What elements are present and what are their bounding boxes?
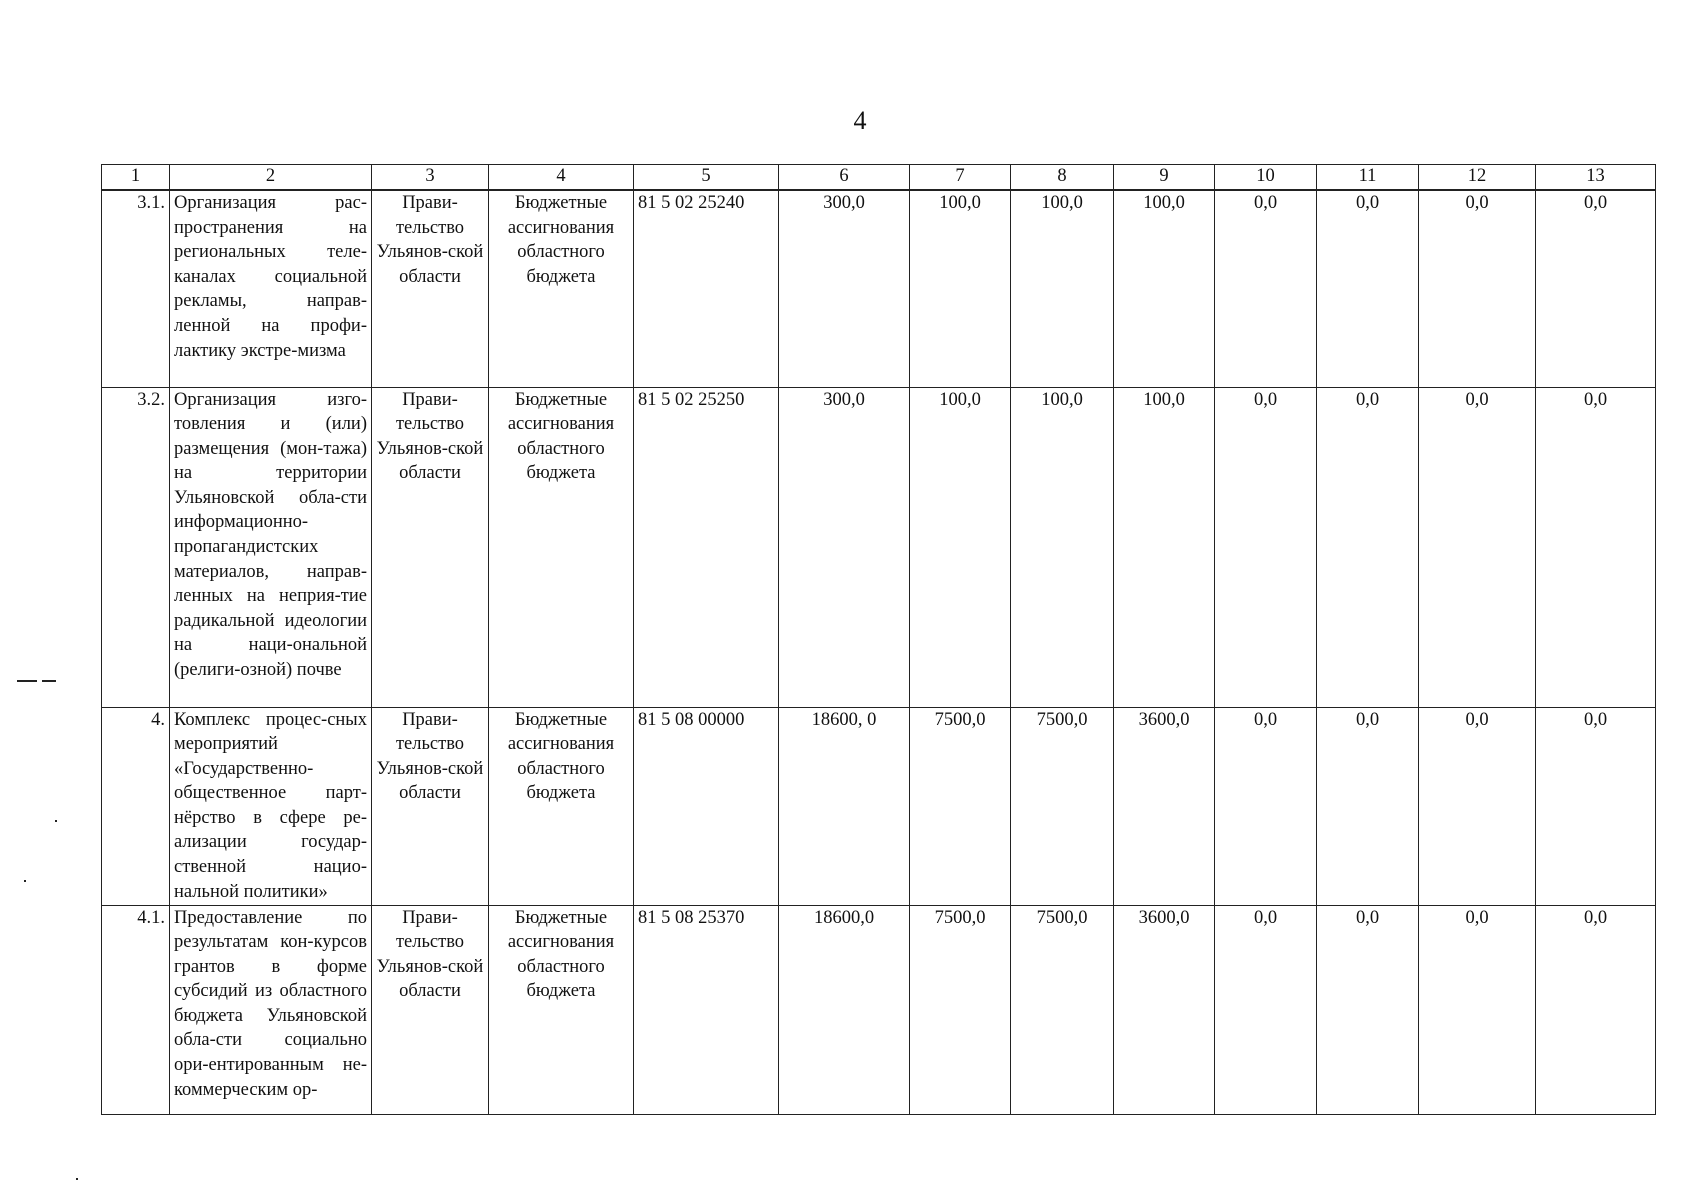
- value-cell: 0,0: [1317, 707, 1419, 905]
- value-cell: 0,0: [1536, 387, 1656, 707]
- value-cell: 7500,0: [1011, 707, 1114, 905]
- value-cell: 0,0: [1215, 190, 1317, 387]
- executor: Прави-тельство Ульянов-ской области: [372, 190, 489, 387]
- value-cell: 300,0: [779, 387, 910, 707]
- column-header: 7: [910, 165, 1011, 191]
- column-header: 3: [372, 165, 489, 191]
- value-cell: 0,0: [1215, 387, 1317, 707]
- scan-mark: [42, 680, 56, 682]
- row-number: 3.1.: [102, 190, 170, 387]
- value-cell: 7500,0: [1011, 905, 1114, 1114]
- budget-code: 81 5 08 25370: [634, 905, 779, 1114]
- value-cell: 100,0: [1011, 190, 1114, 387]
- value-cell: 100,0: [1114, 190, 1215, 387]
- measure-name: Предоставление по результатам кон-курсов грантов в форме субсидий из областного бюджета Ульяновской обла-сти социально ори-ентированным не-коммерческим ор-: [170, 905, 372, 1114]
- value-cell: 0,0: [1419, 190, 1536, 387]
- value-cell: 0,0: [1419, 905, 1536, 1114]
- value-cell: 0,0: [1317, 387, 1419, 707]
- table-row: [102, 905, 1656, 1114]
- column-header: 1: [102, 165, 170, 191]
- table-row: [102, 707, 1656, 905]
- column-header: 11: [1317, 165, 1419, 191]
- column-header: 10: [1215, 165, 1317, 191]
- value-cell: 0,0: [1317, 190, 1419, 387]
- value-cell: 18600, 0: [779, 707, 910, 905]
- column-header: 2: [170, 165, 372, 191]
- funding-source: Бюджетные ассигнования областного бюджета: [489, 190, 634, 387]
- column-header: 4: [489, 165, 634, 191]
- executor: Прави-тельство Ульянов-ской области: [372, 387, 489, 707]
- column-header: 5: [634, 165, 779, 191]
- value-cell: 300,0: [779, 190, 910, 387]
- value-cell: 100,0: [1011, 387, 1114, 707]
- scan-mark: [17, 680, 37, 682]
- value-cell: 0,0: [1215, 707, 1317, 905]
- column-header: 8: [1011, 165, 1114, 191]
- value-cell: 3600,0: [1114, 905, 1215, 1114]
- page-number: 4: [853, 106, 867, 135]
- value-cell: 18600,0: [779, 905, 910, 1114]
- measure-name: Организация рас-пространения на региональных теле-каналах социальной рекламы, направ-ленной на профи-лактику экстре-мизма: [170, 190, 372, 387]
- row-number: 4.: [102, 707, 170, 905]
- funding-source: Бюджетные ассигнования областного бюджета: [489, 905, 634, 1114]
- row-number: 3.2.: [102, 387, 170, 707]
- value-cell: 0,0: [1536, 707, 1656, 905]
- funding-source: Бюджетные ассигнования областного бюджета: [489, 707, 634, 905]
- value-cell: 0,0: [1317, 905, 1419, 1114]
- executor: Прави-тельство Ульянов-ской области: [372, 905, 489, 1114]
- budget-code: 81 5 02 25240: [634, 190, 779, 387]
- value-cell: 7500,0: [910, 707, 1011, 905]
- column-header: 13: [1536, 165, 1656, 191]
- budget-code: 81 5 02 25250: [634, 387, 779, 707]
- value-cell: 100,0: [910, 387, 1011, 707]
- measure-name: Комплекс процес-сных мероприятий «Государственно-общественное парт-нёрство в сфере ре-ализации государ-ственной нацио-нальной политики»: [170, 707, 372, 905]
- measure-name: Организация изго-товления и (или) размещения (мон-тажа) на территории Ульяновской обла-сти информационно-пропагандистских материалов, направ-ленных на неприя-тие радикальной идеологии на наци-ональной (религи-озной) почве: [170, 387, 372, 707]
- column-header: 6: [779, 165, 910, 191]
- value-cell: 0,0: [1215, 905, 1317, 1114]
- executor: Прави-тельство Ульянов-ской области: [372, 707, 489, 905]
- budget-table: [101, 164, 1656, 1115]
- value-cell: 0,0: [1536, 190, 1656, 387]
- funding-source: Бюджетные ассигнования областного бюджета: [489, 387, 634, 707]
- value-cell: 100,0: [910, 190, 1011, 387]
- scan-mark: [24, 880, 26, 882]
- column-header: 12: [1419, 165, 1536, 191]
- value-cell: 100,0: [1114, 387, 1215, 707]
- value-cell: 3600,0: [1114, 707, 1215, 905]
- column-number-row: [102, 165, 1656, 191]
- value-cell: 0,0: [1419, 387, 1536, 707]
- table-row: [102, 387, 1656, 707]
- value-cell: 0,0: [1419, 707, 1536, 905]
- value-cell: 7500,0: [910, 905, 1011, 1114]
- row-number: 4.1.: [102, 905, 170, 1114]
- table-row: [102, 190, 1656, 387]
- budget-code: 81 5 08 00000: [634, 707, 779, 905]
- column-header: 9: [1114, 165, 1215, 191]
- scan-mark: [76, 1178, 78, 1180]
- scan-mark: [55, 820, 57, 822]
- value-cell: 0,0: [1536, 905, 1656, 1114]
